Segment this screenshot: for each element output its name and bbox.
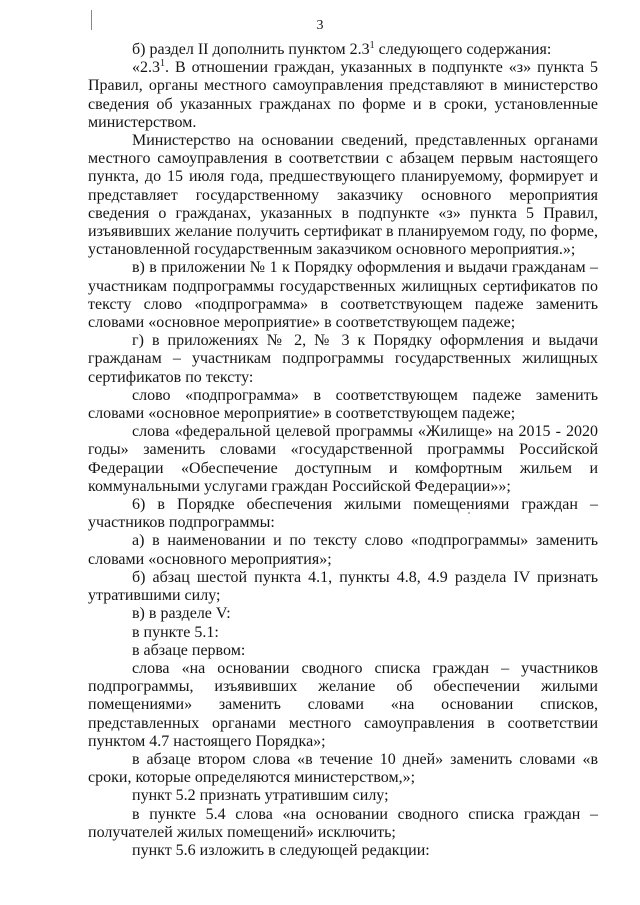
paragraph-appendix-2-3: г) в приложениях № 2, № 3 к Порядку оформления и выдачи гражданам – участникам подпрограммы государственных жилищных сертификатов по тексту: [88, 332, 598, 386]
paragraph-replace-consolidated-list: слова «на основании сводного списка граждан – участников подпрограммы, изъявивших желание об обеспечении жилыми помещениями» заменить словами «на основании списков, представленных органами местного самоуправления в соответствии пунктом 4.7 настоящего Порядка»; [88, 659, 598, 750]
paragraph-section-ii-amendment: б) раздел II дополнить пунктом $2.3^1$ следующего содержания: [132, 40, 552, 58]
paragraph-clause-5-6: пункт 5.6 изложить в следующей редакции: [132, 841, 430, 859]
paragraph-replace-program-title: слова «федеральной целевой программы «Жилище» на 2015 - 2020 годы» заменить словами «государственной программы Российской Федерации «Обеспечение доступным и комфортным жильем и коммунальными услугами граждан Российской Федерации»»; [88, 423, 598, 495]
paragraph-clause-5-4: в пункте 5.4 слова «на основании сводного списка граждан – получателей жилых помещений» исключить; [88, 805, 598, 841]
paragraph-housing-order: 6) в Порядке обеспечения жилыми помещениями граждан – участников подпрограммы: [88, 496, 598, 532]
paragraph-replace-subprogram: слово «подпрограмма» в соответствующем падеже заменить словами «основное мероприятие» в соответствующем падеже; [88, 386, 598, 423]
paragraph-clause-5-1: в пункте 5.1: [132, 623, 219, 641]
paragraph-item-a: а) в наименовании и по тексту слово «подпрограммы» заменить словами «основного мероприятия»; [88, 532, 598, 568]
page-number: 3 [316, 18, 324, 33]
paragraph-ministry-info: Министерство на основании сведений, представленных органами местного самоуправления в соответствии с абзацем первым настоящего пункта, до 15 июля года, предшествующего планируемому, формирует и представляет государственному заказчику основного мероприятия сведения о гражданах, указанных в подпункте «з» пункта 5 Правил, изъявивших желание получить сертификат в планируемом году, по форме, установленной государственным заказчиком основного мероприятия.»; [88, 132, 598, 259]
paragraph-clause-5-2: пункт 5.2 признать утратившим силу; [132, 787, 389, 805]
paragraph-item-b: б) абзац шестой пункта 4.1, пункты 4.8, 4.9 раздела IV признать утратившими силу; [88, 568, 598, 605]
paragraph-item-v: в) в разделе V: [132, 605, 231, 623]
paragraph-first-abzac: в абзаце первом: [132, 641, 246, 659]
paragraph-appendix-1: в) в приложении № 1 к Порядку оформления и выдачи гражданам – участникам подпрограммы государственных жилищных сертификатов по тексту слово «подпрограмма» в соответствующем падеже заменить словами «основное мероприятие» в соответствующем падеже; [88, 259, 598, 332]
paragraph-clause-2-3-1: «$2.3^1$. В отношении граждан, указанных в подпункте «з» пункта 5 Правил, органы местного самоуправления представляют в министерство сведения об указанных гражданах по форме и в сроки, установленные министерством. [88, 58, 598, 131]
paragraph-second-abzac: в абзаце втором слова «в течение 10 дней» заменить словами «в сроки, которые определяются министерством,»; [88, 750, 598, 787]
document-body [88, 41, 598, 860]
